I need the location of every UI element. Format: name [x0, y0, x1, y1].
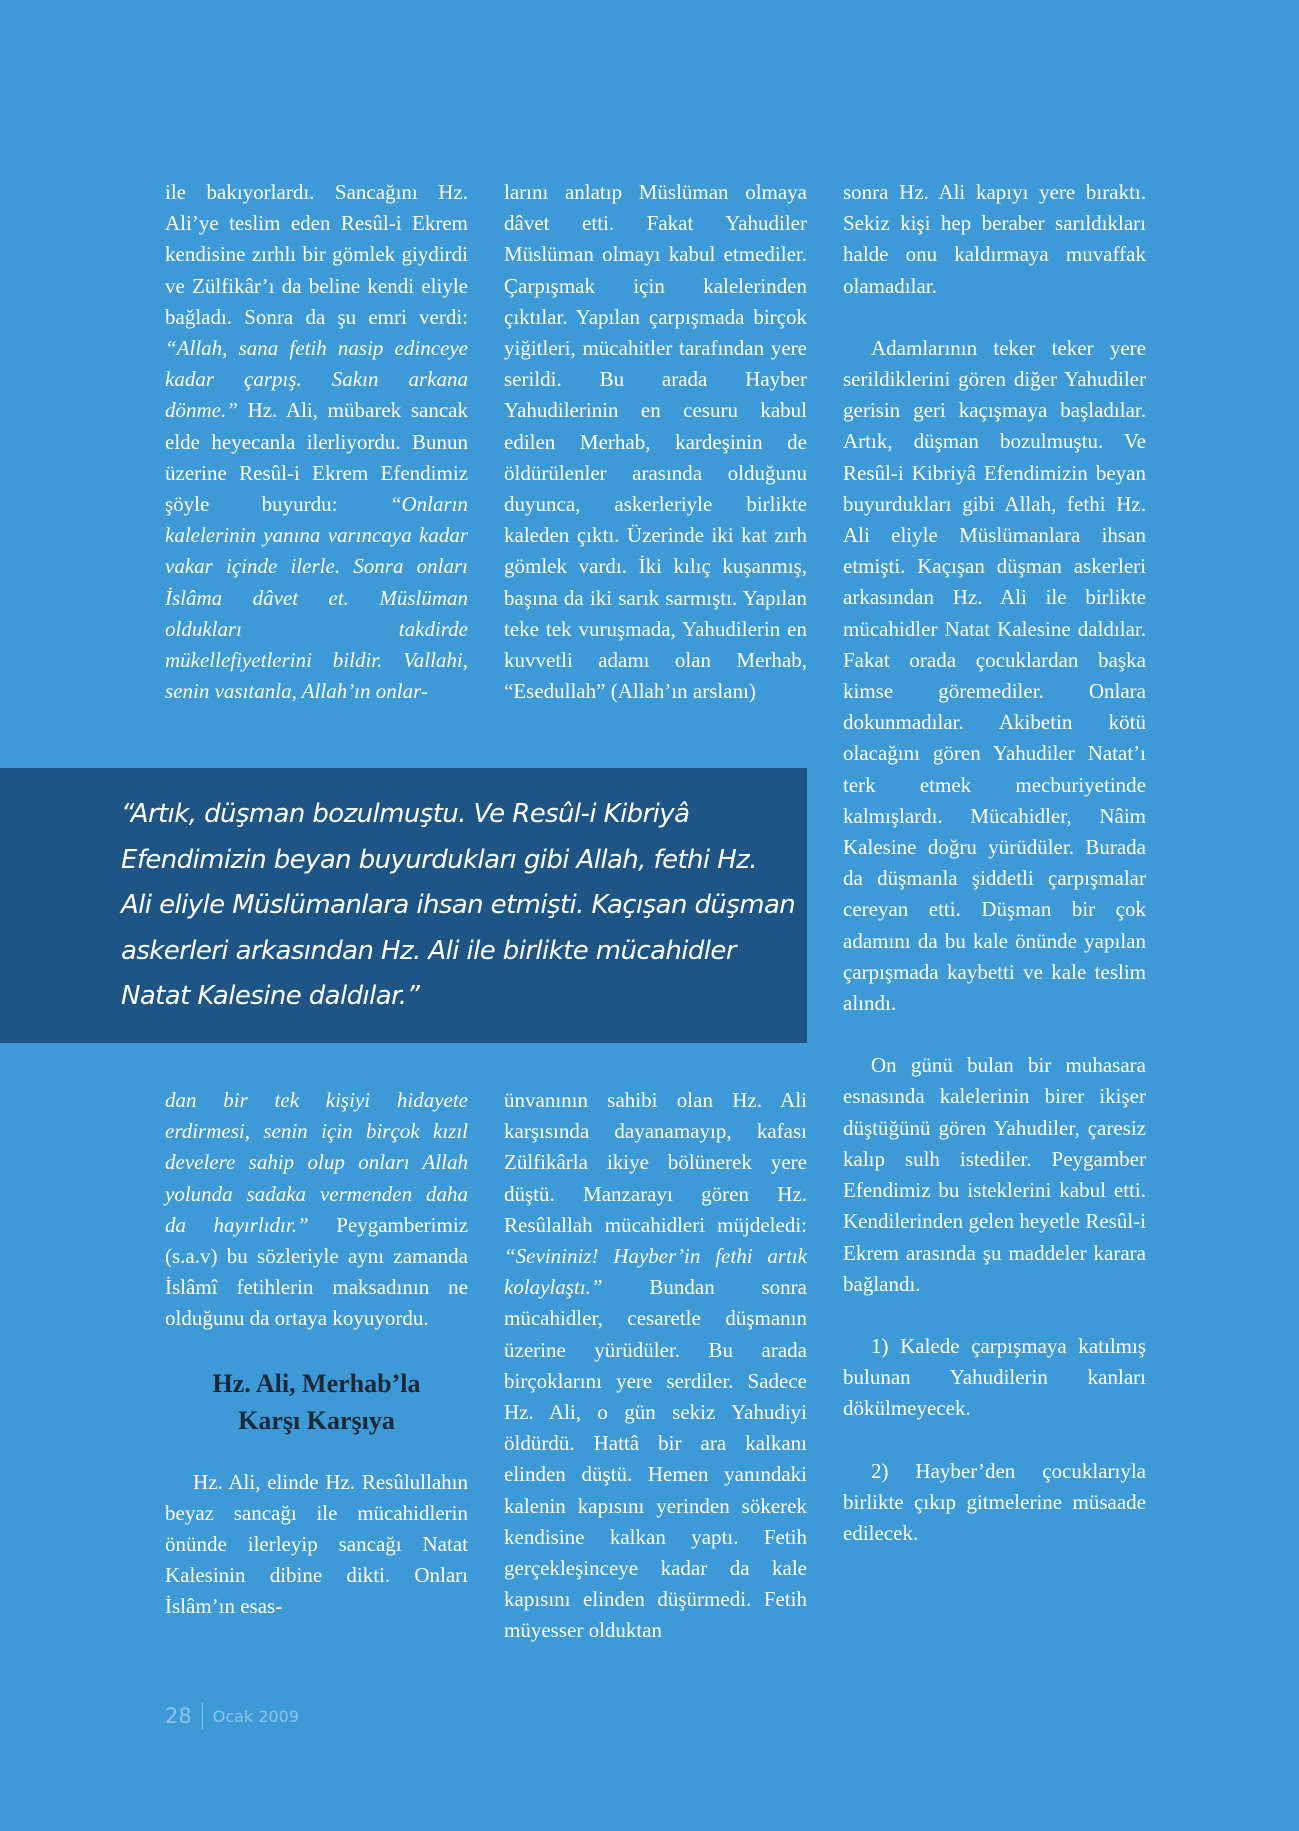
body-paragraph: ile bakıyorlardı. Sancağını Hz. Ali’ye teslim eden Resûl-i Ekrem kendisine zırhlı bir gömlek giydirdi ve Zülfikâr’ı da beline kendi eliyle bağladı. Sonra da şu emri verdi: “Allah, sana fetih nasip edinceye kadar çarpış. Sakın arkana dönme.” Hz. Ali, mübarek sancak elde heyecanla ilerliyordu. Bunun üzerine Resûl-i Ekrem Efendimiz şöyle buyurdu: “Onların kalelerinin yanına varıncaya kadar vakar içinde ilerle. Sonra onları İslâma dâvet et. Müslüman oldukları takdirde mükellefiyetlerini bildir. Vallahi, senin vasıtanla, Allah’ın onlar- — [165, 180, 468, 704]
italic-quote: “Allah, sana fetih nasip edinceye kadar çarpış. Sakın arkana dönme.” — [165, 336, 468, 423]
italic-quote: “Sevininiz! Hayber’in fethi artık kolaylaştı.” — [504, 1244, 807, 1300]
column-3 — [843, 177, 1146, 1549]
pull-quote-box — [0, 768, 807, 1043]
pull-quote-line: Efendimizin beyan buyurdukları gibi Allah, fethi Hz. — [121, 844, 757, 875]
column-2-top — [504, 177, 807, 707]
italic-quote: “Onların kalelerinin yanına varıncaya kadar vakar içinde ilerle. Sonra onları İslâma dâvet et. Müslüman oldukları takdirde mükellefiyetlerini bildir. Vallahi, senin vasıtanla, Allah’ın onlar- — [165, 492, 468, 704]
body-paragraph: ünvanının sahibi olan Hz. Ali karşısında dayanamayıp, kafası Zülfikârla ikiye bölünerek yere düştü. Manzarayı gören Hz. Resûlallah mücahidleri müjdeledi: “Sevininiz! Hayber’in fethi artık kolaylaştı.” Bundan sonra mücahidler, cesaretle düşmanın üzerine yürüdüler. Bu arada birçoklarını yere serdiler. Sadece Hz. Ali, o gün sekiz Yahudiyi öldürdü. Hattâ bir ara kalkanı elinden düştü. Hemen yanındaki kalenin kapısını yerinden sökerek kendisine kalkan yaptı. Fetih gerçekleşinceye kadar da kale kapısını elinden düşürmedi. Fetih müyesser olduktan — [504, 1088, 807, 1643]
body-paragraph: Adamlarının teker teker yere serildiklerini gören diğer Yahudiler gerisin geri kaçışmaya başladılar. Artık, düşman bozulmuştu. Ve Resûl-i Kibriyâ Efendimizin beyan buyurdukları gibi Allah, fethi Hz. Ali eliyle Müslümanlara ihsan etmişti. Kaçışan düşman askerleri arkasından Hz. Ali ile birlikte mücahidler Natat Kalesine daldılar. Fakat orada çocuklardan başka kimse göremediler. Onlara dokunmadılar. Akibetin kötü olacağını gören Yahudiler Natat’ı terk etmek mecburiyetinde kalmışlardı. Mücahidler, Nâim Kalesine doğru yürüdüler. Burada da düşmanla şiddetli çarpışmalar cereyan etti. Düşman bir çok adamını da bu kale önünde yapılan çarpışmada kaybetti ve kale teslim alındı. — [843, 335, 1146, 1016]
issue-date: Ocak 2009 — [212, 1706, 299, 1726]
pull-quote-text — [121, 792, 796, 1020]
pull-quote-line: askerleri arkasından Hz. Ali ile birlikte mücahidler — [121, 935, 736, 966]
page-footer — [165, 1703, 299, 1729]
column-1-bottom — [165, 1085, 468, 1623]
column-2-bottom — [504, 1085, 807, 1647]
section-subheading: Hz. Ali, Merhab’la Karşı Karşıya — [212, 1368, 421, 1435]
body-paragraph: sonra Hz. Ali kapıyı yere bıraktı. Sekiz kişi hep beraber sarıldıkları halde onu kaldırmaya muvaffak olamadılar. — [843, 180, 1146, 298]
pull-quote-line: “Artık, düşman bozulmuştu. Ve Resûl-i Kibriyâ — [121, 799, 690, 829]
list-item: 2) Hayber’den çocuklarıyla birlikte çıkıp gitmelerine müsaade edilecek. — [843, 1458, 1146, 1545]
pull-quote-line: Natat Kalesine daldılar.” — [121, 981, 420, 1011]
body-paragraph: dan bir tek kişiyi hidayete erdirmesi, senin için birçok kızıl develere sahip olup onları Allah yolunda sadaka vermenden daha da hayırlıdır.” Peygamberimiz (s.a.v) bu sözleriyle aynı zamanda İslâmî fetihlerin maksadının ne olduğunu da ortaya koyuyordu. — [165, 1088, 468, 1331]
body-paragraph: On günü bulan bir muhasara esnasında kalelerinin birer ikişer düştüğünü gören Yahudiler, çaresiz kalıp sulh istediler. Peygamber Efendimiz bu isteklerini kabul etti. Kendilerinden gelen heyetle Resûl-i Ekrem arasında şu maddeler karara bağlandı. — [843, 1053, 1146, 1296]
body-paragraph: Hz. Ali, elinde Hz. Resûlullahın beyaz sancağı ile mücahidlerin önünde ilerleyip sancağı Natat Kalesinin dibine dikti. Onları İslâm’ın esas- — [165, 1469, 468, 1619]
column-1-top — [165, 177, 468, 707]
italic-quote: dan bir tek kişiyi hidayete erdirmesi, senin için birçok kızıl develere sahip olup onları Allah yolunda sadaka vermenden daha da hayırlıdır.” — [165, 1088, 468, 1237]
pull-quote-line: Ali eliyle Müslümanlara ihsan etmişti. Kaçışan düşman — [121, 890, 796, 920]
body-paragraph: larını anlatıp Müslüman olmaya dâvet etti. Fakat Yahudiler Müslüman olmayı kabul etmediler. Çarpışmak için kalelerinden çıktılar. Yapılan çarpışmada birçok yiğitleri, mücahitler tarafından yere serildi. Bu arada Hayber Yahudilerinin en cesuru kabul edilen Merhab, kardeşinin de öldürülenler arasında olduğunu duyunca, askerleriyle birlikte kaleden çıktı. Üzerinde iki kat zırh gömlek vardı. İki kılıç kuşanmış, başına da iki sarık sarmıştı. Yapılan teke tek vuruşmada, Yahudilerin en kuvvetli adamı olan Merhab, “Esedullah” (Allah’ın arslanı) — [504, 180, 807, 704]
page-number: 28 — [165, 1704, 192, 1728]
footer-divider — [202, 1703, 203, 1729]
list-item: 1) Kalede çarpışmaya katılmış bulunan Yahudilerin kanları dökülmeyecek. — [843, 1333, 1146, 1421]
